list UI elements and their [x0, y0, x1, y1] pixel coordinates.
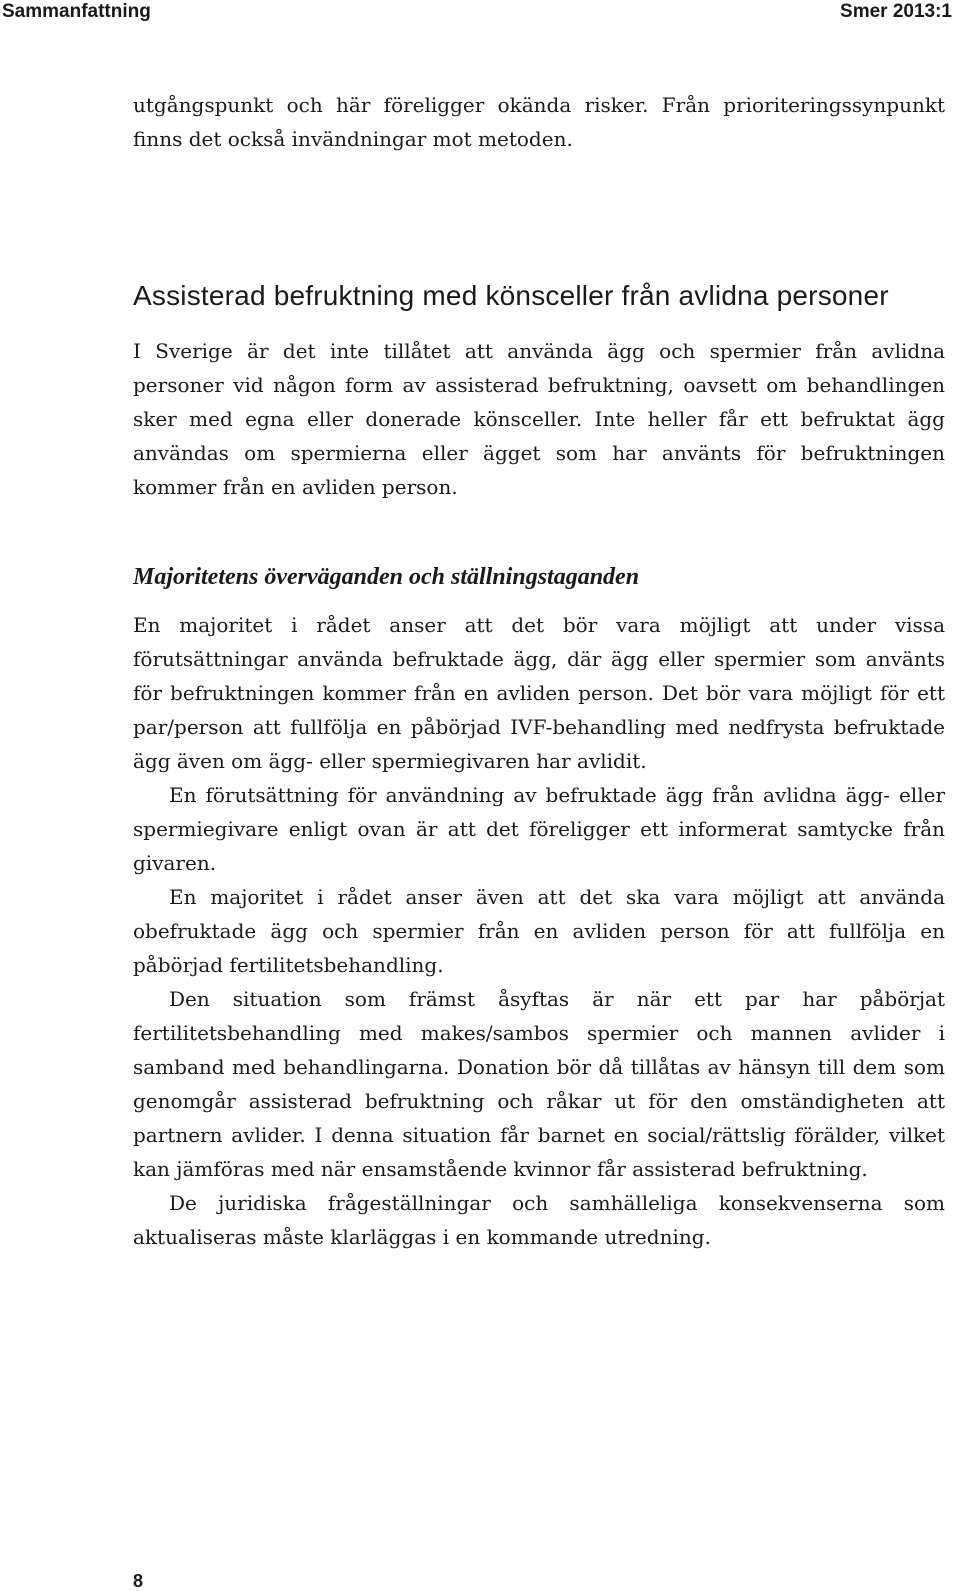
- subheading: Majoritetens överväganden och ställningstaganden: [133, 564, 640, 590]
- paragraph-1: En majoritet i rådet anser att det bör vara möjligt att under vissa förutsättningar använda befruktade ägg, där ägg eller spermier som använts för befruktningen kommer från en avliden person. Det bör vara möjligt för ett par/person att fullfölja en påbörjad IVF-behandling med nedfrysta befruktade ägg även om ägg- eller spermiegivaren har avlidit.: [133, 613, 945, 773]
- header-section-title: Sammanfattning: [2, 1, 151, 22]
- header-series-label: Smer 2013:1: [840, 1, 952, 22]
- paragraph-5: De juridiska frågeställningar och samhälleliga konsekvenserna som aktualiseras måste klarläggas i en kommande utredning.: [133, 1191, 945, 1249]
- paragraph-3: En majoritet i rådet anser även att det ska vara möjligt att använda obefruktade ägg och spermier från en avliden person för att fullfölja en påbörjad fertilitetsbehandling.: [133, 885, 945, 977]
- section-paragraph: I Sverige är det inte tillåtet att använda ägg och spermier från avlidna personer vid någon form av assisterad befruktning, oavsett om behandlingen sker med egna eller donerade könsceller. Inte heller får ett befruktat ägg användas om spermierna eller ägget som har använts för befruktningen kommer från en avliden person.: [133, 339, 945, 499]
- running-header: [0, 0, 960, 24]
- intro-paragraph: utgångspunkt och här föreligger okända risker. Från prioriteringssynpunkt finns det också invändningar mot metoden.: [133, 93, 945, 151]
- section-heading: Assisterad befruktning med könsceller från avlidna personer: [133, 280, 889, 311]
- page-content: [133, 88, 945, 1254]
- page-number: 8: [133, 1571, 144, 1591]
- paragraph-2: En förutsättning för användning av befruktade ägg från avlidna ägg- eller spermiegivare enligt ovan är att det föreligger ett informerat samtycke från givaren.: [133, 783, 945, 875]
- paragraph-4: Den situation som främst åsyftas är när ett par har påbörjat fertilitetsbehandling med makes/sambos spermier och mannen avlider i samband med behandlingarna. Donation bör då tillåtas av hänsyn till dem som genomgår assisterad befruktning och råkar ut för den omständigheten att partnern avlider. I denna situation får barnet en social/rättslig förälder, vilket kan jämföras med när ensamstående kvinnor får assisterad befruktning.: [133, 987, 945, 1181]
